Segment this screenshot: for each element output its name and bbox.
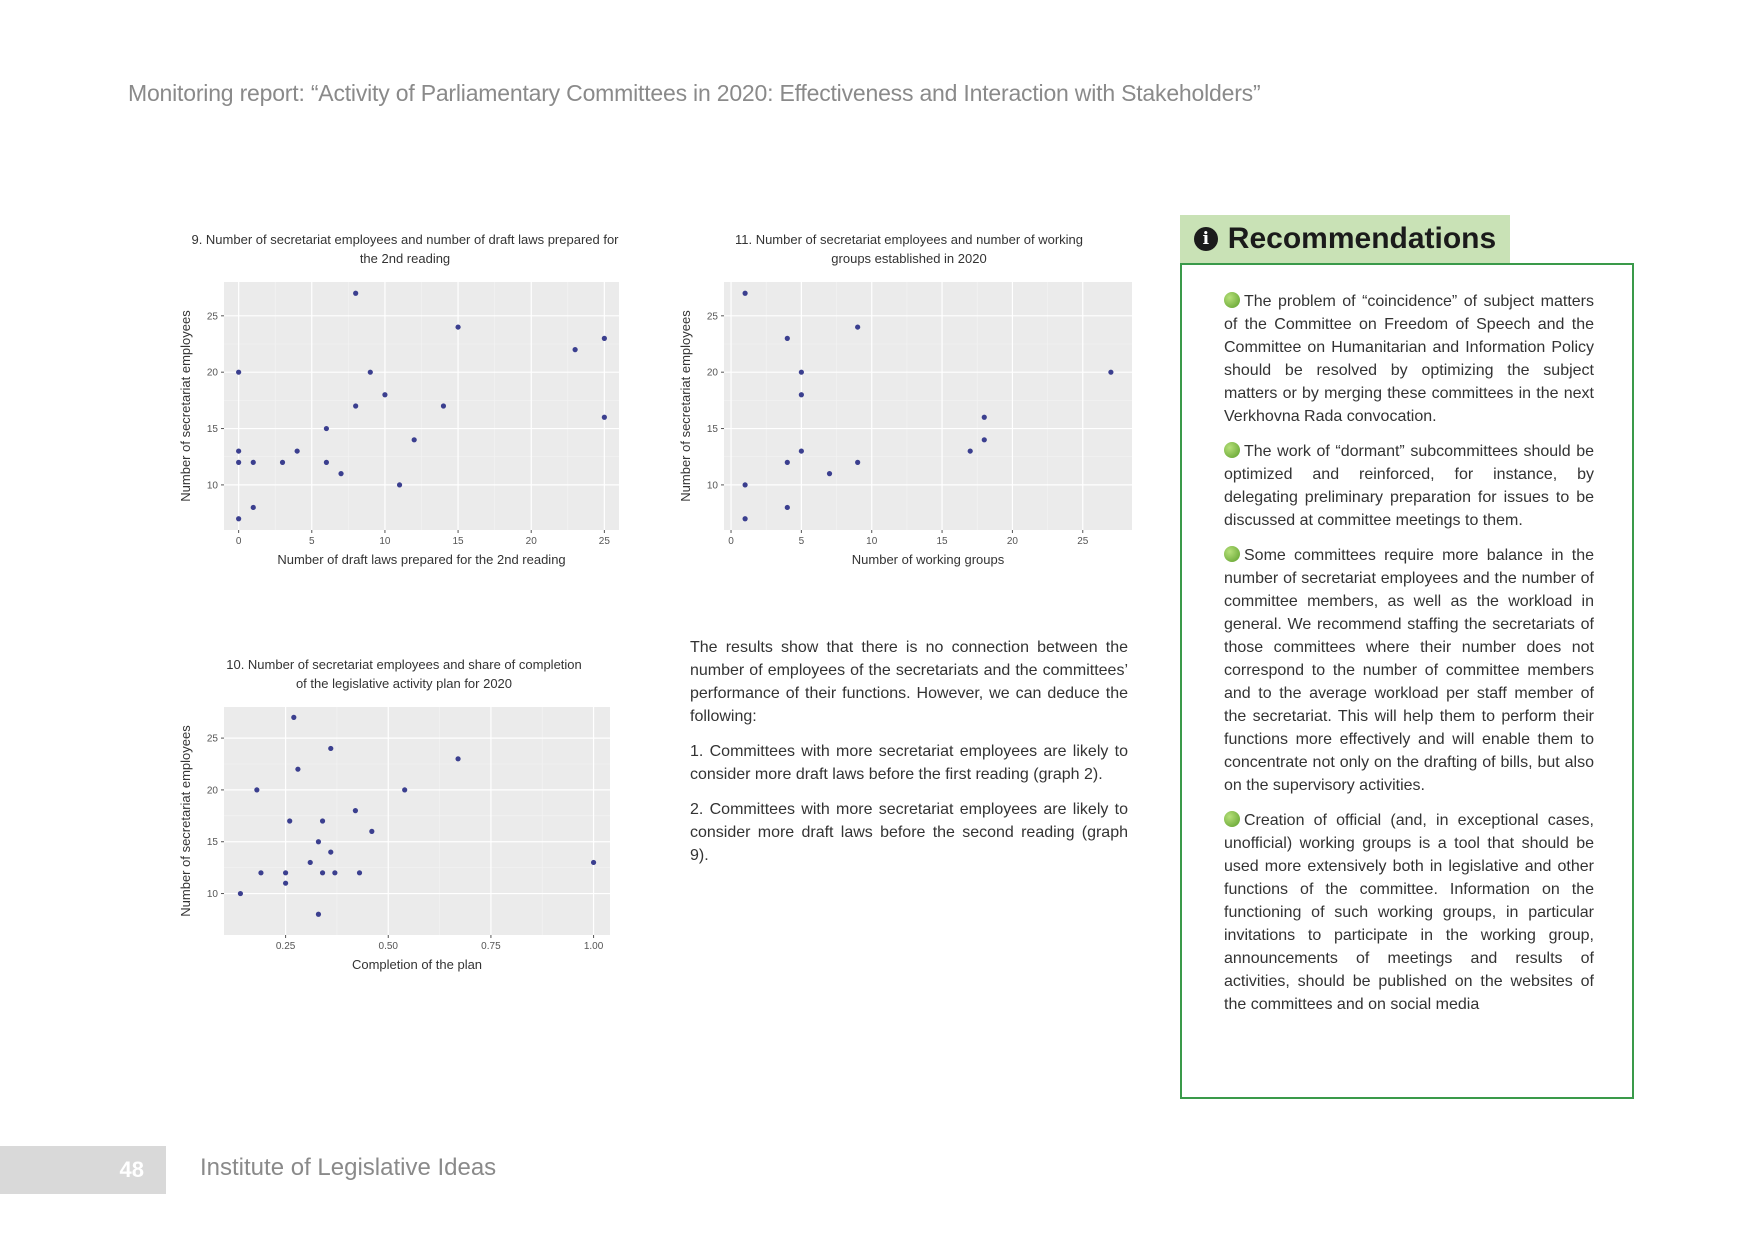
data-point	[320, 870, 325, 875]
chart-10-title: 10. Number of secretariat employees and share of completion of the legislative activity plan for 2020	[226, 657, 582, 691]
x-tick-label: 10	[379, 536, 391, 547]
y-tick-label: 15	[706, 424, 718, 436]
x-tick-label: 20	[525, 536, 537, 547]
x-tick-label: 20	[1006, 536, 1018, 547]
recommendation-item	[1224, 544, 1594, 797]
recommendation-text: The problem of “coincidence” of subject matters of the Committee on Freedom of Speech and the Committee on Humanitarian and Information Policy should be resolved by optimizing the subject matters or by merging these committees in the next Verkhovna Rada convocation.	[1224, 293, 1594, 425]
data-point	[353, 403, 358, 408]
data-point	[236, 448, 241, 453]
data-point	[368, 370, 373, 375]
y-tick-label: 15	[206, 424, 218, 436]
recommendation-text: Some committees require more balance in the number of secretariat employees and the number of committee members, as well as the workload in general. We recommend staffing the secretariats of those committees where their number does not correspond to the number of committee members and to the average workload per staff member of the secretariat. This will help them to perform their functions more effectively and will enable them to concentrate not only on the drafting of bills, but also on the supervisory activities.	[1224, 547, 1594, 794]
data-point	[280, 460, 285, 465]
data-point	[455, 756, 460, 761]
data-point	[799, 448, 804, 453]
data-point	[236, 460, 241, 465]
data-point	[287, 818, 292, 823]
x-tick-label: 5	[308, 536, 315, 547]
page-number: 48	[0, 1146, 166, 1194]
chart-10-scatter	[176, 695, 626, 995]
data-point	[982, 437, 987, 442]
recommendations-title: Recommendations	[1227, 222, 1497, 255]
x-tick-label: 5	[798, 536, 805, 547]
data-point	[357, 870, 362, 875]
x-axis-label: Completion of the plan	[351, 957, 483, 972]
data-point	[397, 482, 402, 487]
data-point	[402, 787, 407, 792]
data-point	[855, 460, 860, 465]
data-point	[982, 415, 987, 420]
recommendation-text: Creation of official (and, in exceptional cases, unofficial) working groups is a tool that should be used more extensively both in legislative and other functions of the committee. Information on the functioning of such working groups, in particular invitations to participate in the working group, announcements of meetings and results of activities, should be published on the websites of the committees and on social media	[1224, 812, 1594, 1013]
bullet-icon	[1224, 442, 1240, 458]
data-point	[251, 505, 256, 510]
data-point	[827, 471, 832, 476]
data-point	[308, 860, 313, 865]
x-axis-label: Number of draft laws prepared for the 2nd reading	[277, 552, 566, 567]
data-point	[1108, 370, 1113, 375]
analysis-paragraph: The results show that there is no connection between the number of employees of the secretariats and the committees’ performance of their functions. However, we can deduce the following:	[690, 639, 1128, 725]
data-point	[316, 839, 321, 844]
data-point	[328, 849, 333, 854]
x-tick-label: 0	[728, 536, 734, 547]
data-point	[238, 891, 243, 896]
x-tick-label: 0.25	[275, 941, 296, 952]
data-point	[799, 392, 804, 397]
x-tick-label: 0.75	[481, 941, 501, 952]
chart-11-title: 11. Number of secretariat employees and number of working groups established in 2020	[734, 232, 1084, 266]
y-tick-label: 25	[206, 733, 218, 745]
recommendations-list	[1224, 290, 1594, 1028]
scatter-svg	[676, 270, 1136, 570]
data-point	[236, 516, 241, 521]
y-tick-label: 25	[706, 311, 718, 323]
data-point	[441, 403, 446, 408]
page-header: Monitoring report: “Activity of Parliamentary Committees in 2020: Effectiveness and Interaction with Stakeholders”	[128, 80, 1261, 106]
x-tick-label: 25	[598, 536, 610, 547]
recommendation-item	[1224, 290, 1594, 428]
y-tick-label: 10	[206, 480, 218, 492]
data-point	[324, 460, 329, 465]
recommendation-text: The work of “dormant” subcommittees should be optimized and reinforced, for instance, by delegating preliminary preparation for issues to be discussed at committee meetings to them.	[1224, 443, 1594, 529]
bullet-icon	[1224, 546, 1240, 562]
data-point	[455, 324, 460, 329]
data-point	[785, 460, 790, 465]
data-point	[353, 291, 358, 296]
x-tick-label: 0.50	[378, 941, 398, 952]
y-tick-label: 20	[706, 367, 718, 379]
data-point	[291, 715, 296, 720]
analysis-text	[690, 636, 1128, 879]
data-point	[353, 808, 358, 813]
data-point	[968, 448, 973, 453]
data-point	[251, 460, 256, 465]
data-point	[743, 482, 748, 487]
chart-9-title: 9. Number of secretariat employees and number of draft laws prepared for the 2nd reading	[191, 232, 619, 266]
data-point	[369, 829, 374, 834]
x-axis-label: Number of working groups	[851, 552, 1005, 567]
x-tick-label: 1.00	[583, 941, 604, 952]
data-point	[382, 392, 387, 397]
data-point	[320, 818, 325, 823]
data-point	[283, 870, 288, 875]
scatter-svg	[176, 695, 626, 995]
data-point	[254, 787, 259, 792]
data-point	[573, 347, 578, 352]
data-point	[785, 336, 790, 341]
y-axis-label: Number of secretariat employees	[678, 310, 693, 502]
y-tick-label: 10	[706, 480, 718, 492]
recommendations-tab	[1180, 215, 1510, 263]
data-point	[236, 370, 241, 375]
data-point	[316, 912, 321, 917]
data-point	[332, 870, 337, 875]
info-icon: i	[1194, 227, 1218, 251]
x-tick-label: 15	[452, 536, 464, 547]
data-point	[591, 860, 596, 865]
data-point	[328, 746, 333, 751]
y-tick-label: 20	[206, 785, 218, 797]
data-point	[855, 324, 860, 329]
y-tick-label: 15	[206, 837, 218, 849]
data-point	[295, 767, 300, 772]
x-tick-label: 0	[235, 536, 242, 547]
data-point	[324, 426, 329, 431]
data-point	[295, 448, 300, 453]
data-point	[799, 370, 804, 375]
chart-9-scatter	[176, 270, 626, 570]
data-point	[412, 437, 417, 442]
y-axis-label: Number of secretariat employees	[178, 310, 193, 502]
data-point	[283, 881, 288, 886]
y-axis-label: Number of secretariat employees	[178, 725, 193, 917]
data-point	[602, 336, 607, 341]
x-tick-label: 15	[936, 536, 948, 547]
data-point	[338, 471, 343, 476]
bullet-icon	[1224, 292, 1240, 308]
data-point	[785, 505, 790, 510]
footer-organization: Institute of Legislative Ideas	[200, 1154, 497, 1181]
scatter-svg	[176, 270, 626, 570]
x-tick-label: 25	[1077, 536, 1089, 547]
recommendation-item	[1224, 440, 1594, 532]
bullet-icon	[1224, 811, 1240, 827]
y-tick-label: 10	[206, 889, 218, 901]
data-point	[602, 415, 607, 420]
data-point	[743, 291, 748, 296]
data-point	[258, 870, 263, 875]
plot-panel	[724, 282, 1132, 530]
x-tick-label: 10	[866, 536, 878, 547]
analysis-paragraph: 2. Committees with more secretariat employees are likely to consider more draft laws before the second reading (graph 9).	[690, 801, 1128, 864]
y-tick-label: 25	[206, 311, 218, 323]
recommendation-item	[1224, 809, 1594, 1016]
chart-11-scatter	[676, 270, 1136, 570]
data-point	[743, 516, 748, 521]
y-tick-label: 20	[206, 367, 218, 379]
analysis-paragraph: 1. Committees with more secretariat employees are likely to consider more draft laws before the first reading (graph 2).	[690, 743, 1128, 783]
plot-panel	[224, 707, 610, 935]
